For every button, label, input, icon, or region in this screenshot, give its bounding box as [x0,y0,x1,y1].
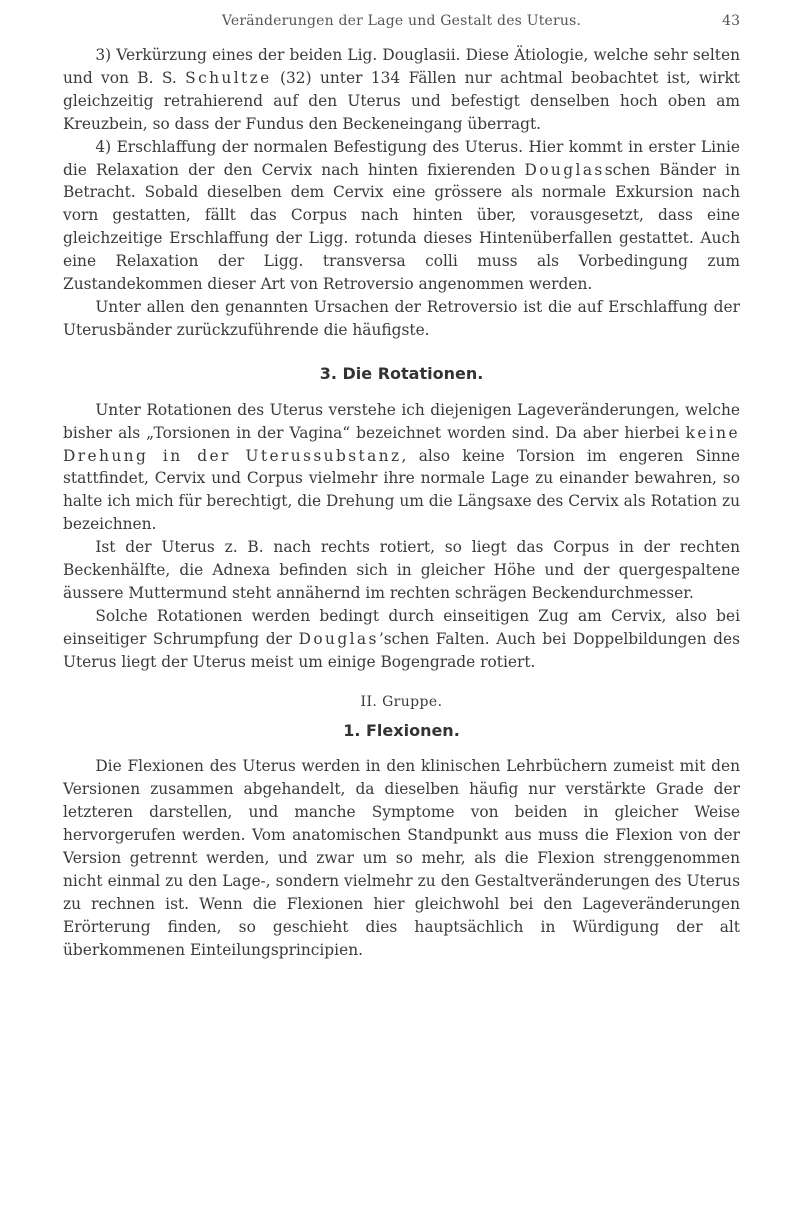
running-header [63,13,740,35]
text-segment: Solche Rotationen werden bedingt durch einseitigen Zug am Cervix, also bei einseitiger Schrumpfung der [63,606,740,648]
body-text [63,44,740,962]
section-heading-flexionen: 1. Flexionen. [343,721,460,741]
text-segment: , also keine Torsion im engeren Sinne stattfindet, Cervix und Corpus vielmehr ihre normale Lage zu einander bewahren, so halte ich mich für berechtigt, die Drehung um die Längsaxe des Cervix als Rotation zu bezeichnen. [63,446,740,534]
author-name: Douglas [524,160,605,179]
paragraph-cause-4 [63,136,740,296]
paragraph-rotation-causes [63,605,740,674]
text-segment: 3) Verkürzung eines der beiden Lig. Douglasii. Diese Ätiologie, welche sehr selten und von B. S. [63,46,740,87]
running-title: Veränderungen der Lage und Gestalt des Uterus. [221,13,582,29]
paragraph-rotation-definition [63,399,740,536]
text-segment: ’schen Falten. Auch bei Doppelbildungen des Uterus liegt der Uterus meist um einige Bogengrade rotiert. [63,629,740,671]
author-name: Schultze [185,68,272,87]
emphasized-text: keine Drehung in der Uterussubstanz [63,423,740,465]
section-heading-rotationen: 3. Die Rotationen. [319,363,484,383]
paragraph-summary: Unter allen den genannten Ursachen der Retroversio ist die auf Erschlaffung der Uterusbänder zurückzuführende die häufigste. [63,297,740,339]
text-segment: (32) unter 134 Fällen nur achtmal beobachtet ist, wirkt gleichzeitig retrahierend auf den Uterus und befestigt denselben hoch oben am Kreuzbein, so dass der Fundus den Beckeneingang überragt. [63,68,740,133]
paragraph-cause-3 [63,44,740,136]
group-heading: II. Gruppe. [360,693,443,710]
text-segment: schen Bänder in Betracht. Sobald dieselben dem Cervix eine grössere als normale Exkursion nach vorn gestatten, fällt das Corpus nach hinten über, vorausgesetzt, dass eine gleichzeitige Erschlaffung der Ligg. rotunda dieses Hintenüberfallen gestattet. Auch eine Relaxation der Ligg. transversa colli muss als Vorbedingung zum Zustandekommen dieser Art von Retroversio angenommen werden. [63,160,740,294]
text-segment: Unter Rotationen des Uterus verstehe ich diejenigen Lageveränderungen, welche bisher als „Torsionen in der Vagina“ bezeichnet worden sind. Da aber hierbei [63,400,740,442]
paragraph-rotation-example: Ist der Uterus z. B. nach rechts rotiert, so liegt das Corpus in der rechten Beckenhälfte, die Adnexa befinden sich in gleicher Höhe und der quergespaltene äussere Muttermund steht annähernd im rechten schrägen Beckendurchmesser. [63,538,740,602]
paragraph-flexion-intro: Die Flexionen des Uterus werden in den klinischen Lehrbüchern zumeist mit den Versionen zusammen abgehandelt, da dieselben häufig nur verstärkte Grade der letzteren darstellen, und manche Symptome von beiden in gleicher Weise hervorgerufen werden. Vom anatomischen Standpunkt aus muss die Flexion von der Version getrennt werden, und zwar um so mehr, als die Flexion strenggenommen nicht einmal zu den Lage-, sondern vielmehr zu den Gestaltveränderungen des Uterus zu rechnen ist. Wenn die Flexionen hier gleichwohl bei den Lageveränderungen Erörterung finden, so geschieht dies hauptsächlich in Würdigung der alt überkommenen Einteilungsprincipien. [63,757,740,959]
page-number: 43 [722,13,740,29]
author-name: Douglas [298,629,379,648]
text-segment: 4) Erschlaffung der normalen Befestigung des Uterus. Hier kommt in erster Linie die Relaxation der den Cervix nach hinten fixierenden [63,137,740,179]
